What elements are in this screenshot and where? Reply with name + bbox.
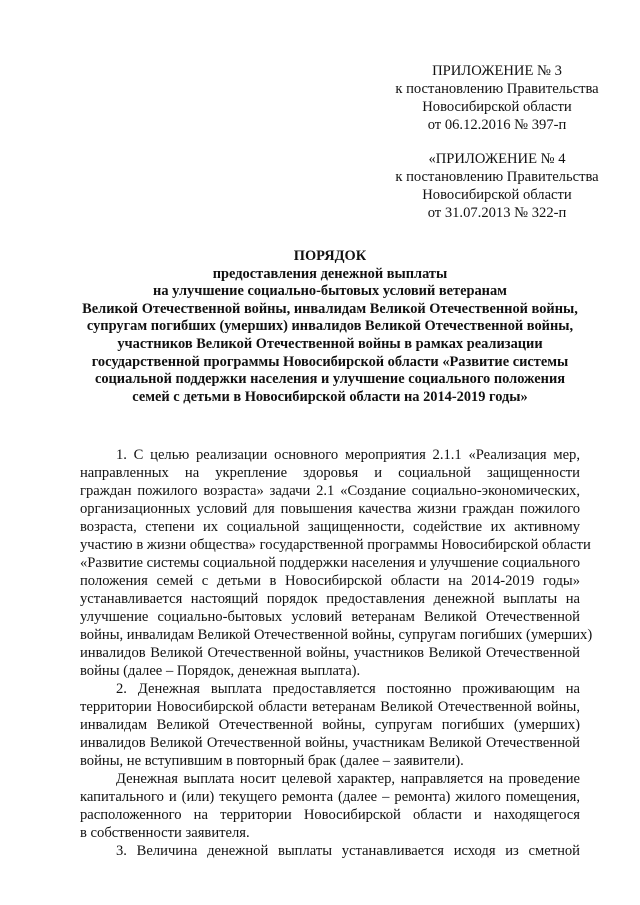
title-line: Великой Отечественной войны, инвалидам Великой Отечественной войны, <box>82 300 578 317</box>
annex-header-current <box>392 62 602 134</box>
body-line: устанавливается настоящий порядок предоставления денежной выплаты на <box>80 591 580 607</box>
body-line: войны, не вступившим в повторный брак (далее – заявители). <box>80 753 464 769</box>
body-line: граждан пожилого возраста» задачи 2.1 «Создание социально-экономических, <box>80 483 580 499</box>
body-line: улучшение социально-бытовых условий ветеранам Великой Отечественной <box>80 609 580 625</box>
annex-header-original <box>392 150 602 222</box>
document-body <box>80 446 593 860</box>
body-line: 1. С целью реализации основного мероприятия 2.1.1 «Реализация мер, <box>116 447 580 463</box>
body-line: капитального и (или) текущего ремонта (далее – ремонта) жилого помещения, <box>80 789 580 805</box>
body-line: положения семей с детьми в Новосибирской области на 2014-2019 годы» <box>80 573 580 589</box>
body-line: инвалидов Великой Отечественной войны, участникам Великой Отечественной <box>80 735 580 751</box>
body-line: 3. Величина денежной выплаты устанавливается исходя из сметной <box>116 843 580 859</box>
paragraph-4 <box>80 842 580 860</box>
annex-number: «ПРИЛОЖЕНИЕ № 4 <box>428 151 566 167</box>
body-line: войны (далее – Порядок, денежная выплата). <box>80 663 361 679</box>
document-title <box>80 248 580 406</box>
title-line: предоставления денежной выплаты <box>212 265 448 282</box>
body-line: возраста, степени их социальной защищенности, содействие их активному <box>80 519 580 535</box>
title-line: семей с детьми в Новосибирской области на 2014-2019 годы» <box>132 388 528 405</box>
body-line: войны, инвалидам Великой Отечественной войны, супругам погибших (умерших) <box>80 627 593 643</box>
paragraph-3 <box>80 770 580 842</box>
title-line: социальной поддержки населения и улучшение социального положения <box>94 371 566 388</box>
annex-date: от 06.12.2016 № 397-п <box>427 117 567 133</box>
title-line: супругам погибших (умерших) инвалидов Великой Отечественной войны, <box>86 318 574 335</box>
body-line: организационных условий для повышения качества жизни граждан пожилого <box>80 501 580 517</box>
body-line: «Развитие системы социальной поддержки населения и улучшение социального <box>80 555 581 571</box>
body-line: территории Новосибирской области ветеранам Великой Отечественной войны, <box>80 699 580 715</box>
annex-region: Новосибирской области <box>422 187 572 203</box>
body-line: инвалидам Великой Отечественной войны, супругам погибших (умерших) <box>80 717 580 733</box>
body-line: Денежная выплата носит целевой характер, направляется на проведение <box>116 771 580 787</box>
paragraph-1 <box>80 446 593 680</box>
body-line: участию в жизни общества» государственной программы Новосибирской области <box>80 537 591 553</box>
body-line: 2. Денежная выплата предоставляется постоянно проживающим на <box>116 681 580 697</box>
annex-reference: к постановлению Правительства <box>395 81 599 97</box>
annex-reference: к постановлению Правительства <box>395 169 599 185</box>
title-heading: ПОРЯДОК <box>293 248 367 264</box>
paragraph-2 <box>80 680 580 770</box>
title-line: участников Великой Отечественной войны в рамках реализации <box>117 335 543 352</box>
title-line: государственной программы Новосибирской области «Развитие системы <box>91 353 569 370</box>
body-line: направленных на укрепление здоровья и социальной защищенности <box>80 465 580 481</box>
body-line: расположенного на территории Новосибирской области и находящегося <box>80 807 580 823</box>
body-line: в собственности заявителя. <box>80 825 250 841</box>
annex-number: ПРИЛОЖЕНИЕ № 3 <box>432 63 562 79</box>
title-line: на улучшение социально-бытовых условий ветеранам <box>153 283 507 300</box>
body-line: инвалидов Великой Отечественной войны, участников Великой Отечественной <box>80 645 580 661</box>
annex-region: Новосибирской области <box>422 99 572 115</box>
annex-date: от 31.07.2013 № 322-п <box>427 205 567 221</box>
